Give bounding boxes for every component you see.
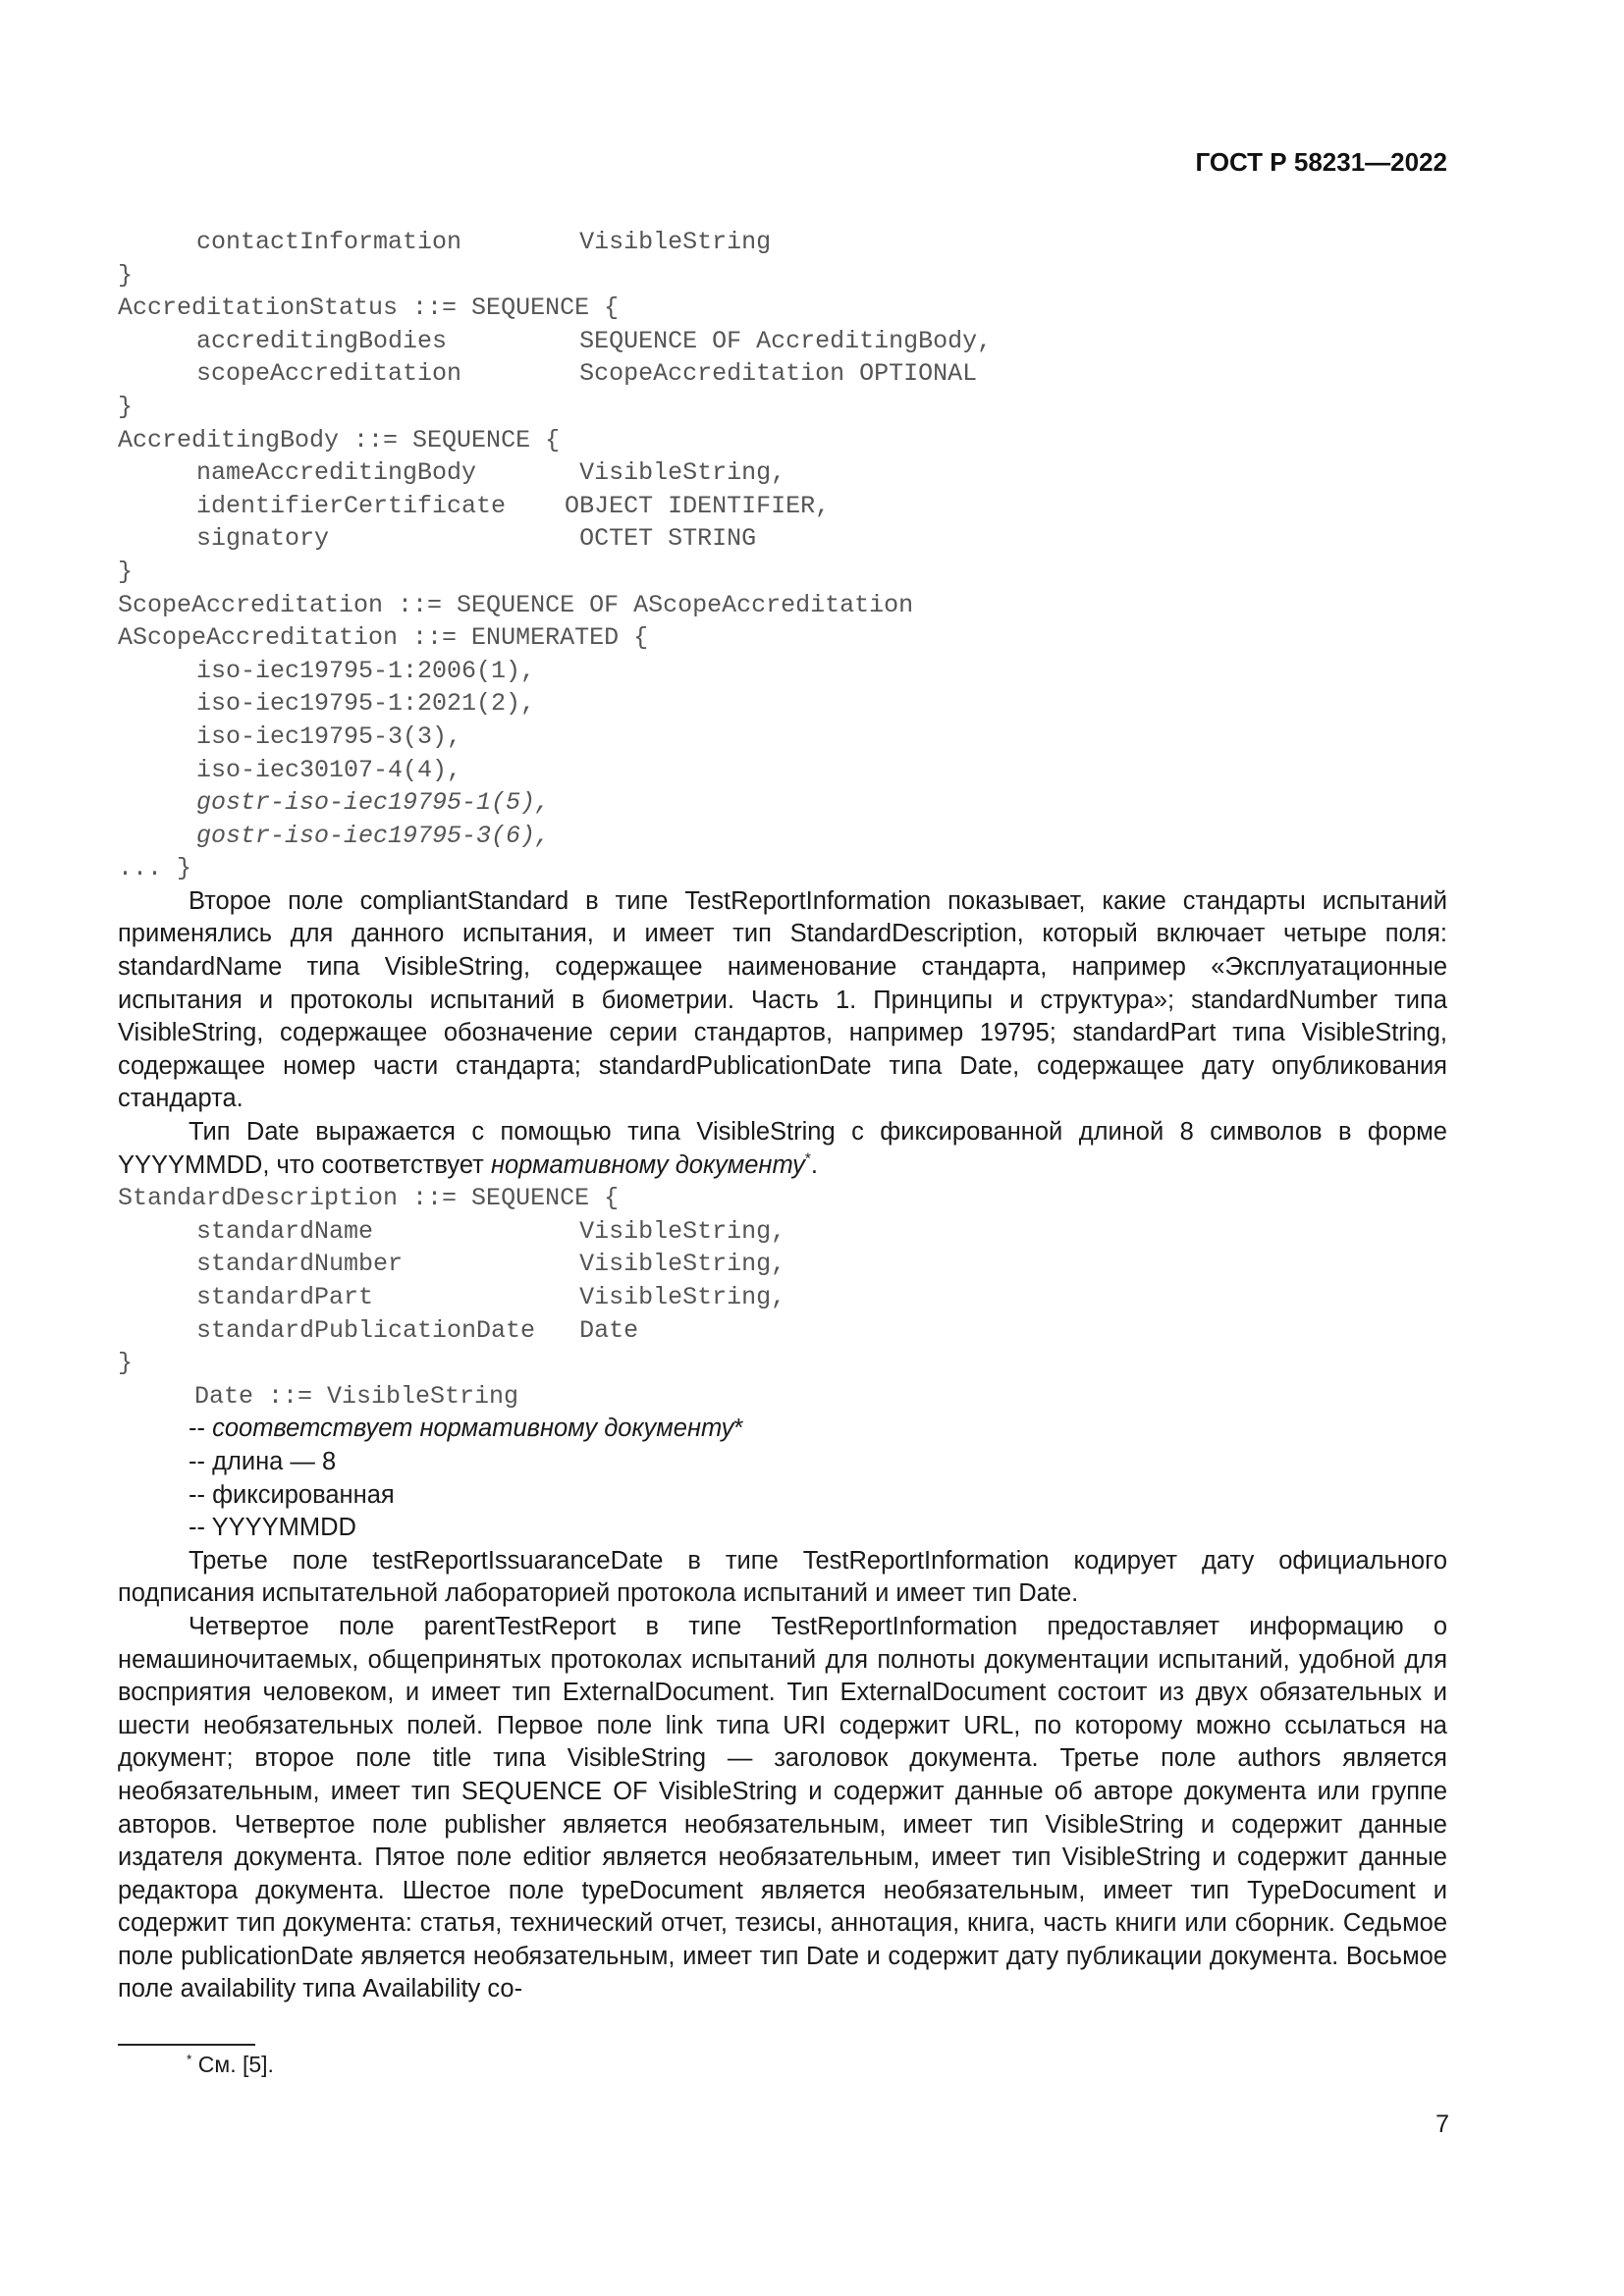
code-line xyxy=(118,556,1447,589)
paragraph-parent-test-report: Четвертое поле parentTestReport в типе TestReportInformation предоставляет информацию о немашиночитаемых, общепринятых протоколах испытаний для полноты документации испытаний, удобной для восприятия человеком, и имеет тип ExternalDocument. Тип ExternalDocument состоит из двух обязательных и шести необязательных полей. Первое поле link типа URI содержит URL, по которому можно ссылаться на документ; второе поле title типа VisibleString — заголовок документа. Третье поле authors является необязательным, имеет тип SEQUENCE OF VisibleString и содержит данные об авторе документа или группе авторов. Четвертое поле publisher является необязательным, имеет тип VisibleString и содержит данные издателя документа. Пятое поле editior является необязательным, имеет тип VisibleString и содержит данные редактора документа. Шестое поле typeDocument является необязательным, имеет тип TypeDocument и содержит тип документа: статья, технический отчет, тезисы, аннотация, книга, часть книги или сборник. Седьмое поле publicationDate является необязательным, имеет тип Date и содержит дату публикации документа. Восьмое поле availability типа Availability со- xyxy=(118,1612,1447,2003)
code-line xyxy=(118,1248,1447,1281)
code-line xyxy=(118,357,1447,391)
code-text: standardName VisibleString, xyxy=(196,1216,786,1246)
date-comments xyxy=(189,1413,1447,1544)
code-line xyxy=(118,655,1447,688)
asn1-code-block-accreditation xyxy=(118,226,1447,885)
paragraph-date-type xyxy=(118,1116,1447,1182)
code-text: iso-iec30107-4(4), xyxy=(196,755,462,784)
normative-doc-italic: нормативному документу xyxy=(490,1150,805,1179)
page-number: 7 xyxy=(1435,2110,1449,2138)
document-code-header: ГОСТ Р 58231—2022 xyxy=(1195,147,1447,177)
code-text: accreditingBodies SEQUENCE OF AccreditingBody, xyxy=(196,326,993,355)
code-text: gostr-iso-iec19795-1(5), xyxy=(196,788,551,818)
code-text: } xyxy=(118,392,134,421)
code-line xyxy=(118,490,1447,523)
code-line xyxy=(118,522,1447,556)
code-line xyxy=(118,325,1447,358)
comment-asterisk: * xyxy=(733,1415,744,1443)
footnote-mark: * xyxy=(804,1150,811,1168)
code-text: ... } xyxy=(118,854,192,883)
code-line xyxy=(118,621,1447,655)
comment-line-1 xyxy=(189,1413,1447,1446)
code-line xyxy=(118,456,1447,490)
code-text: } xyxy=(118,557,134,586)
asn1-code-block-standard-description xyxy=(118,1182,1447,1380)
code-line xyxy=(118,589,1447,622)
code-line xyxy=(118,786,1447,820)
code-line xyxy=(118,292,1447,325)
date-type-text: Тип Date выражается с помощью типа VisibleString с фиксированной длиной 8 символов в форме YYYYMMDD, что соответствует xyxy=(118,1118,1447,1179)
code-text: standardNumber VisibleString, xyxy=(196,1250,786,1279)
code-text: standardPart VisibleString, xyxy=(196,1283,786,1311)
code-text: iso-iec19795-3(3), xyxy=(196,721,462,751)
code-text: iso-iec19795-1:2006(1), xyxy=(196,656,536,685)
date-type-end: . xyxy=(810,1150,818,1179)
comment-line-2: -- длина — 8 xyxy=(189,1447,337,1475)
date-definition-line xyxy=(118,1380,1447,1414)
paragraph-compliant-standard: Второе поле compliantStandard в типе TestReportInformation показывает, какие стандарты испытаний применялись для данного испытания, и имеет тип StandardDescription, который включает четыре поля: standardName типа VisibleString, содержащее наименование стандарта, например «Эксплуатационные испытания и протоколы испытаний в биометрии. Часть 1. Принципы и структура»; standardNumber типа VisibleString, содержащее обозначение серии стандартов, например 19795; standardPart типа VisibleString, содержащее номер части стандарта; standardPublicationDate типа Date, содержащее дату опубликования стандарта. xyxy=(118,886,1447,1113)
code-text: standardPublicationDate Date xyxy=(196,1315,639,1345)
footnote-divider xyxy=(118,2044,255,2046)
code-text: contactInformation VisibleString xyxy=(196,228,772,256)
date-definition: Date ::= VisibleString xyxy=(194,1381,519,1411)
code-text: ScopeAccreditation ::= SEQUENCE OF AScopeAccreditation xyxy=(118,590,914,619)
footnote-sup: * xyxy=(187,2052,192,2067)
code-text: gostr-iso-iec19795-3(6), xyxy=(196,821,551,850)
code-text: } xyxy=(118,260,134,290)
code-line xyxy=(118,391,1447,424)
code-line xyxy=(118,1215,1447,1249)
code-text: AccreditationStatus ::= SEQUENCE { xyxy=(118,294,620,323)
code-text: AScopeAccreditation ::= ENUMERATED { xyxy=(118,623,649,653)
paragraph-issuance-date: Третье поле testReportIssuaranceDate в типе TestReportInformation кодирует дату официального подписания испытательной лабораторией протокола испытаний и имеет тип Date. xyxy=(118,1546,1447,1608)
code-text: nameAccreditingBody VisibleString, xyxy=(196,458,786,488)
code-line xyxy=(118,1314,1447,1348)
page-content xyxy=(118,226,1447,2006)
code-text: AccreditingBody ::= SEQUENCE { xyxy=(118,425,561,454)
code-line xyxy=(118,820,1447,853)
code-text: signatory OCTET STRING xyxy=(196,524,757,554)
code-text: StandardDescription ::= SEQUENCE { xyxy=(118,1184,620,1213)
footnote xyxy=(187,2052,274,2078)
code-line xyxy=(118,721,1447,754)
code-text: } xyxy=(118,1349,134,1378)
code-line xyxy=(118,259,1447,293)
comment-line-3: -- фиксированная xyxy=(189,1480,395,1509)
comment-italic: соответствует нормативному документу xyxy=(212,1415,734,1443)
footnote-text: См. [5]. xyxy=(191,2052,274,2077)
code-line xyxy=(118,1281,1447,1314)
code-line xyxy=(118,226,1447,259)
code-line xyxy=(118,424,1447,457)
code-line xyxy=(118,852,1447,885)
code-text: identifierCertificate OBJECT IDENTIFIER, xyxy=(196,491,831,520)
code-line xyxy=(118,687,1447,721)
code-line xyxy=(118,1347,1447,1380)
comment-prefix: -- xyxy=(189,1415,213,1443)
code-line xyxy=(118,754,1447,787)
code-text: iso-iec19795-1:2021(2), xyxy=(196,689,536,719)
code-line xyxy=(118,1182,1447,1215)
code-text: scopeAccreditation ScopeAccreditation OPTIONAL xyxy=(196,359,978,389)
comment-line-4: -- YYYYMMDD xyxy=(189,1514,356,1542)
